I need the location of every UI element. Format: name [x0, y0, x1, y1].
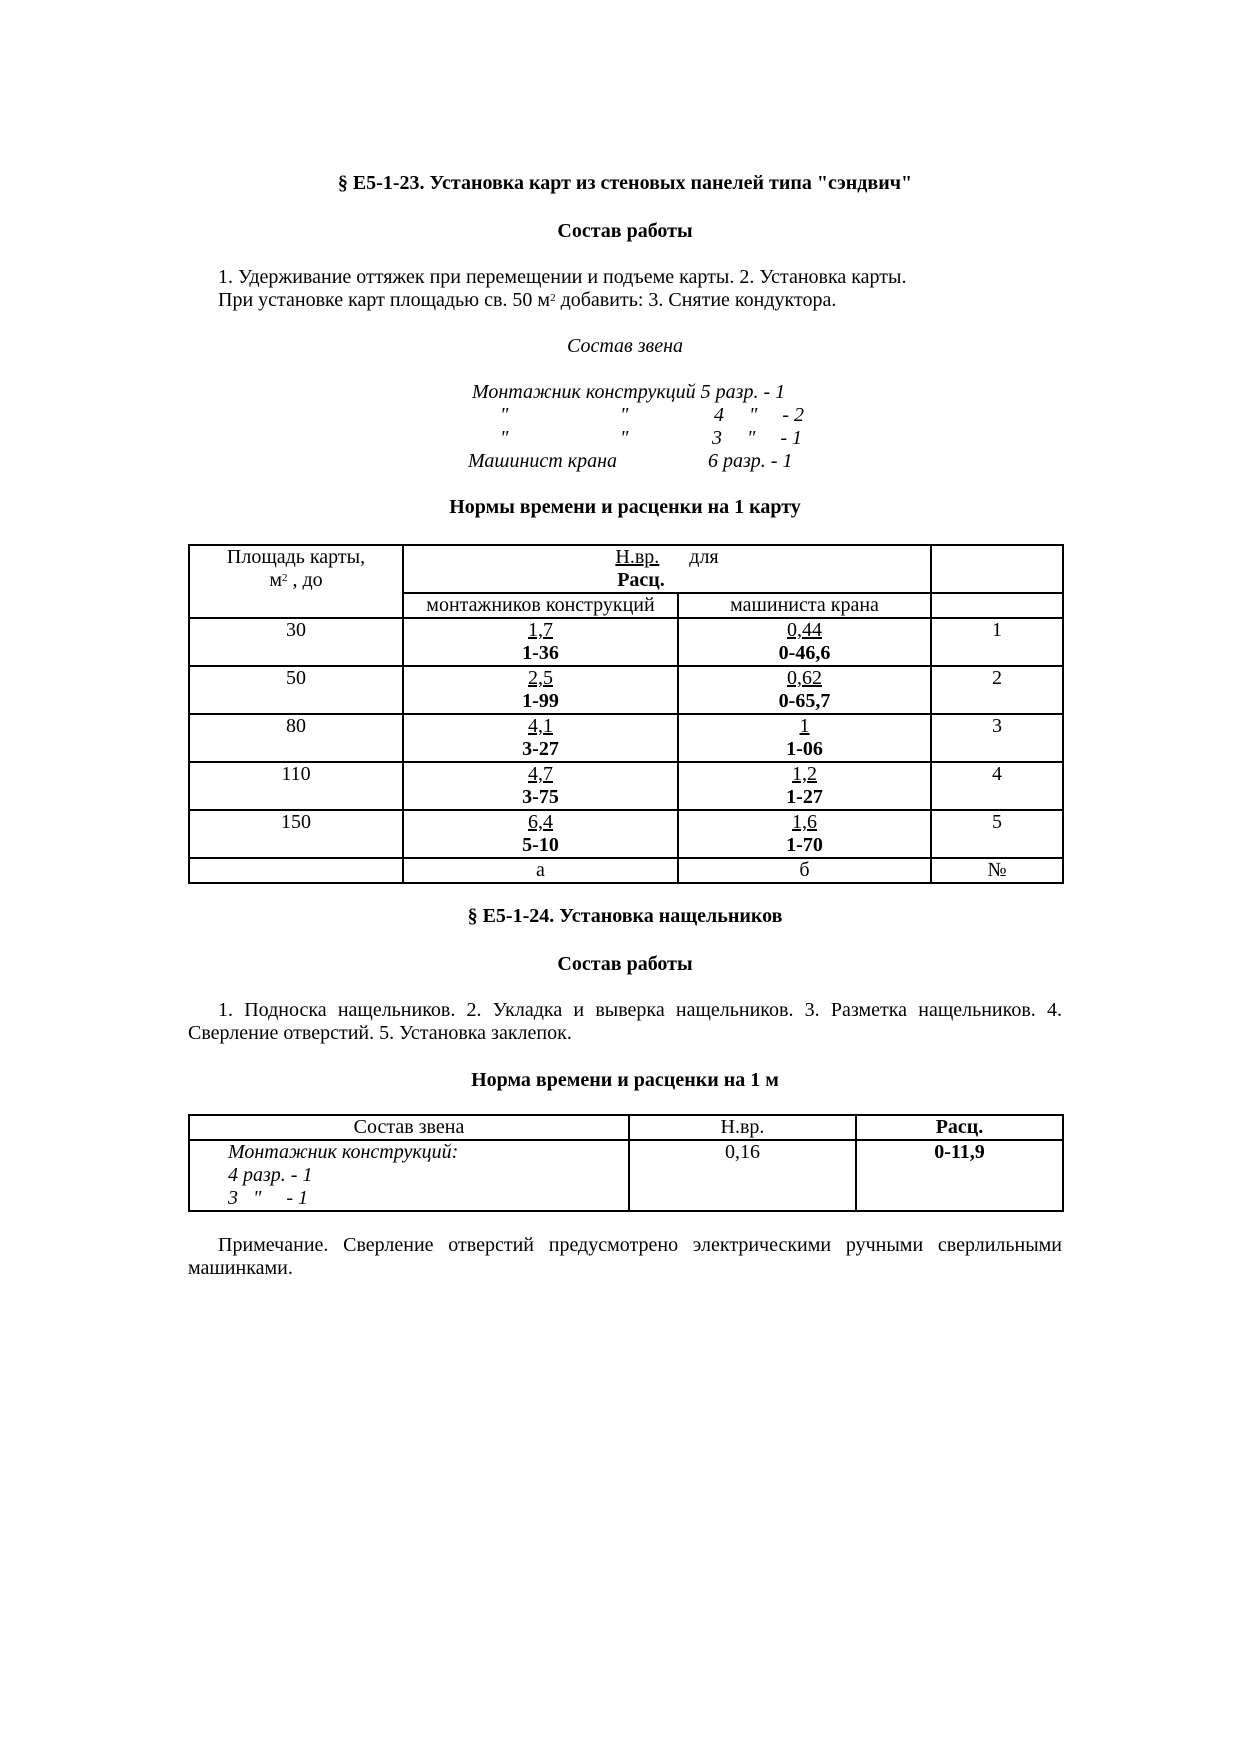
work-line2-sup: 2	[550, 292, 556, 304]
section1-work-heading: Состав работы	[557, 220, 693, 242]
area-cell: 30	[189, 618, 403, 666]
dlya-label: для	[689, 546, 719, 568]
b-price: 0-65,7	[778, 690, 831, 712]
nvr-label: Н.вр.	[615, 546, 660, 568]
b-price: 1-27	[786, 786, 823, 808]
b-cell	[678, 714, 931, 762]
area-cell: 50	[189, 666, 403, 714]
num-header-cell	[931, 545, 1063, 593]
crew-line-4-c3: 6 разр. - 1	[708, 450, 793, 472]
crew-cell-line1: Монтажник конструкций:	[228, 1141, 459, 1163]
section2-norm-heading: Норма времени и расценки на 1 м	[471, 1069, 779, 1091]
crew-line-2-c2: "	[620, 404, 629, 426]
a-norm: 1,7	[528, 619, 553, 641]
area-header-rest: , до	[287, 569, 323, 591]
table-row	[189, 1140, 1063, 1211]
a-norm: 4,1	[528, 715, 553, 737]
area-header-line2	[190, 569, 402, 592]
footer-b: б	[678, 858, 931, 883]
b-norm: 1,6	[792, 811, 817, 833]
footer-num: №	[931, 858, 1063, 883]
table-row	[189, 810, 1063, 858]
table-header-row	[189, 545, 1063, 593]
crew-line-3-c1: "	[500, 427, 509, 449]
area-cell: 150	[189, 810, 403, 858]
area-header-cell	[189, 545, 403, 618]
section2-work-text: 1. Подноска нащельников. 2. Укладка и выверка нащельников. 3. Разметка нащельников. 4. Сверление отверстий. 5. Установка заклепок.	[188, 999, 1062, 1044]
table-row	[189, 762, 1063, 810]
nvr-cell: 0,16	[629, 1140, 856, 1211]
b-cell	[678, 666, 931, 714]
crew-line-2-c3: 4 " - 2	[714, 404, 805, 426]
work-line2-text-end: добавить: 3. Снятие кондуктора.	[555, 289, 837, 311]
num-subheader-cell	[931, 593, 1063, 618]
footer-empty-cell	[189, 858, 403, 883]
row-number: 2	[931, 666, 1063, 714]
nvr-header: Н.вр.	[629, 1115, 856, 1140]
a-norm: 6,4	[528, 811, 553, 833]
nasch-table	[188, 1114, 1064, 1212]
table-footer-row	[189, 858, 1063, 883]
note-text: Примечание. Сверление отверстий предусмотрено электрическими ручными сверлильными машинками.	[188, 1234, 1062, 1279]
section1-work-line1: 1. Удерживание оттяжек при перемещении и подъеме карты. 2. Установка карты.	[218, 266, 907, 288]
b-norm: 0,44	[787, 619, 822, 641]
row-number: 1	[931, 618, 1063, 666]
section2-work-heading: Состав работы	[557, 953, 693, 975]
col-a-header: монтажников конструкций	[403, 593, 678, 618]
b-price: 0-46,6	[778, 642, 831, 664]
work-line2-text: При установке карт площадью св. 50 м	[218, 289, 551, 311]
norms-table	[188, 544, 1064, 884]
a-norm: 4,7	[528, 763, 553, 785]
a-cell	[403, 666, 678, 714]
crew-cell-line2: 4 разр. - 1	[228, 1164, 313, 1186]
col-b-header: машиниста крана	[678, 593, 931, 618]
area-header-line1: Площадь карты,	[226, 546, 366, 568]
table-row	[189, 666, 1063, 714]
a-price: 1-99	[522, 690, 559, 712]
section1-work-line2	[218, 289, 1078, 312]
a-cell	[403, 762, 678, 810]
crew-line-4-c1: Машинист крана	[468, 450, 617, 472]
section2-title: § Е5-1-24. Установка нащельников	[467, 905, 783, 927]
nasch-header-row	[189, 1115, 1063, 1140]
footer-a: а	[403, 858, 678, 883]
a-cell	[403, 810, 678, 858]
a-price: 5-10	[522, 834, 559, 856]
crew-cell-line3: 3 " - 1	[228, 1187, 309, 1209]
crew-line-2-c1: "	[500, 404, 509, 426]
b-norm: 1	[799, 715, 810, 737]
b-norm: 0,62	[787, 667, 822, 689]
section1-title: § Е5-1-23. Установка карт из стеновых панелей типа "сэндвич"	[337, 172, 913, 194]
a-cell	[403, 618, 678, 666]
crew-line-3-c2: "	[620, 427, 629, 449]
a-price: 3-75	[522, 786, 559, 808]
a-norm: 2,5	[528, 667, 553, 689]
rasc-cell: 0-11,9	[856, 1140, 1063, 1211]
b-price: 1-70	[786, 834, 823, 856]
area-unit-sup: 2	[281, 572, 288, 584]
a-price: 1-36	[522, 642, 559, 664]
b-cell	[678, 762, 931, 810]
crew-line-3-c3: 3 " - 1	[712, 427, 803, 449]
row-number: 4	[931, 762, 1063, 810]
row-number: 5	[931, 810, 1063, 858]
area-cell: 80	[189, 714, 403, 762]
norms-heading: Нормы времени и расценки на 1 карту	[449, 496, 801, 518]
nvr-header-cell	[403, 545, 931, 593]
crew-header: Состав звена	[189, 1115, 629, 1140]
crew-heading: Состав звена	[566, 335, 683, 357]
b-norm: 1,2	[792, 763, 817, 785]
a-price: 3-27	[522, 738, 559, 760]
b-price: 1-06	[786, 738, 823, 760]
rasc-label: Расц.	[617, 569, 665, 591]
b-cell	[678, 618, 931, 666]
crew-cell	[189, 1140, 629, 1211]
table-row	[189, 714, 1063, 762]
nvr-header-line1	[404, 546, 930, 569]
crew-line-1: Монтажник конструкций 5 разр. - 1	[472, 381, 786, 403]
area-unit: м	[269, 569, 282, 591]
rasc-header: Расц.	[856, 1115, 1063, 1140]
b-cell	[678, 810, 931, 858]
area-cell: 110	[189, 762, 403, 810]
table-row	[189, 618, 1063, 666]
row-number: 3	[931, 714, 1063, 762]
a-cell	[403, 714, 678, 762]
